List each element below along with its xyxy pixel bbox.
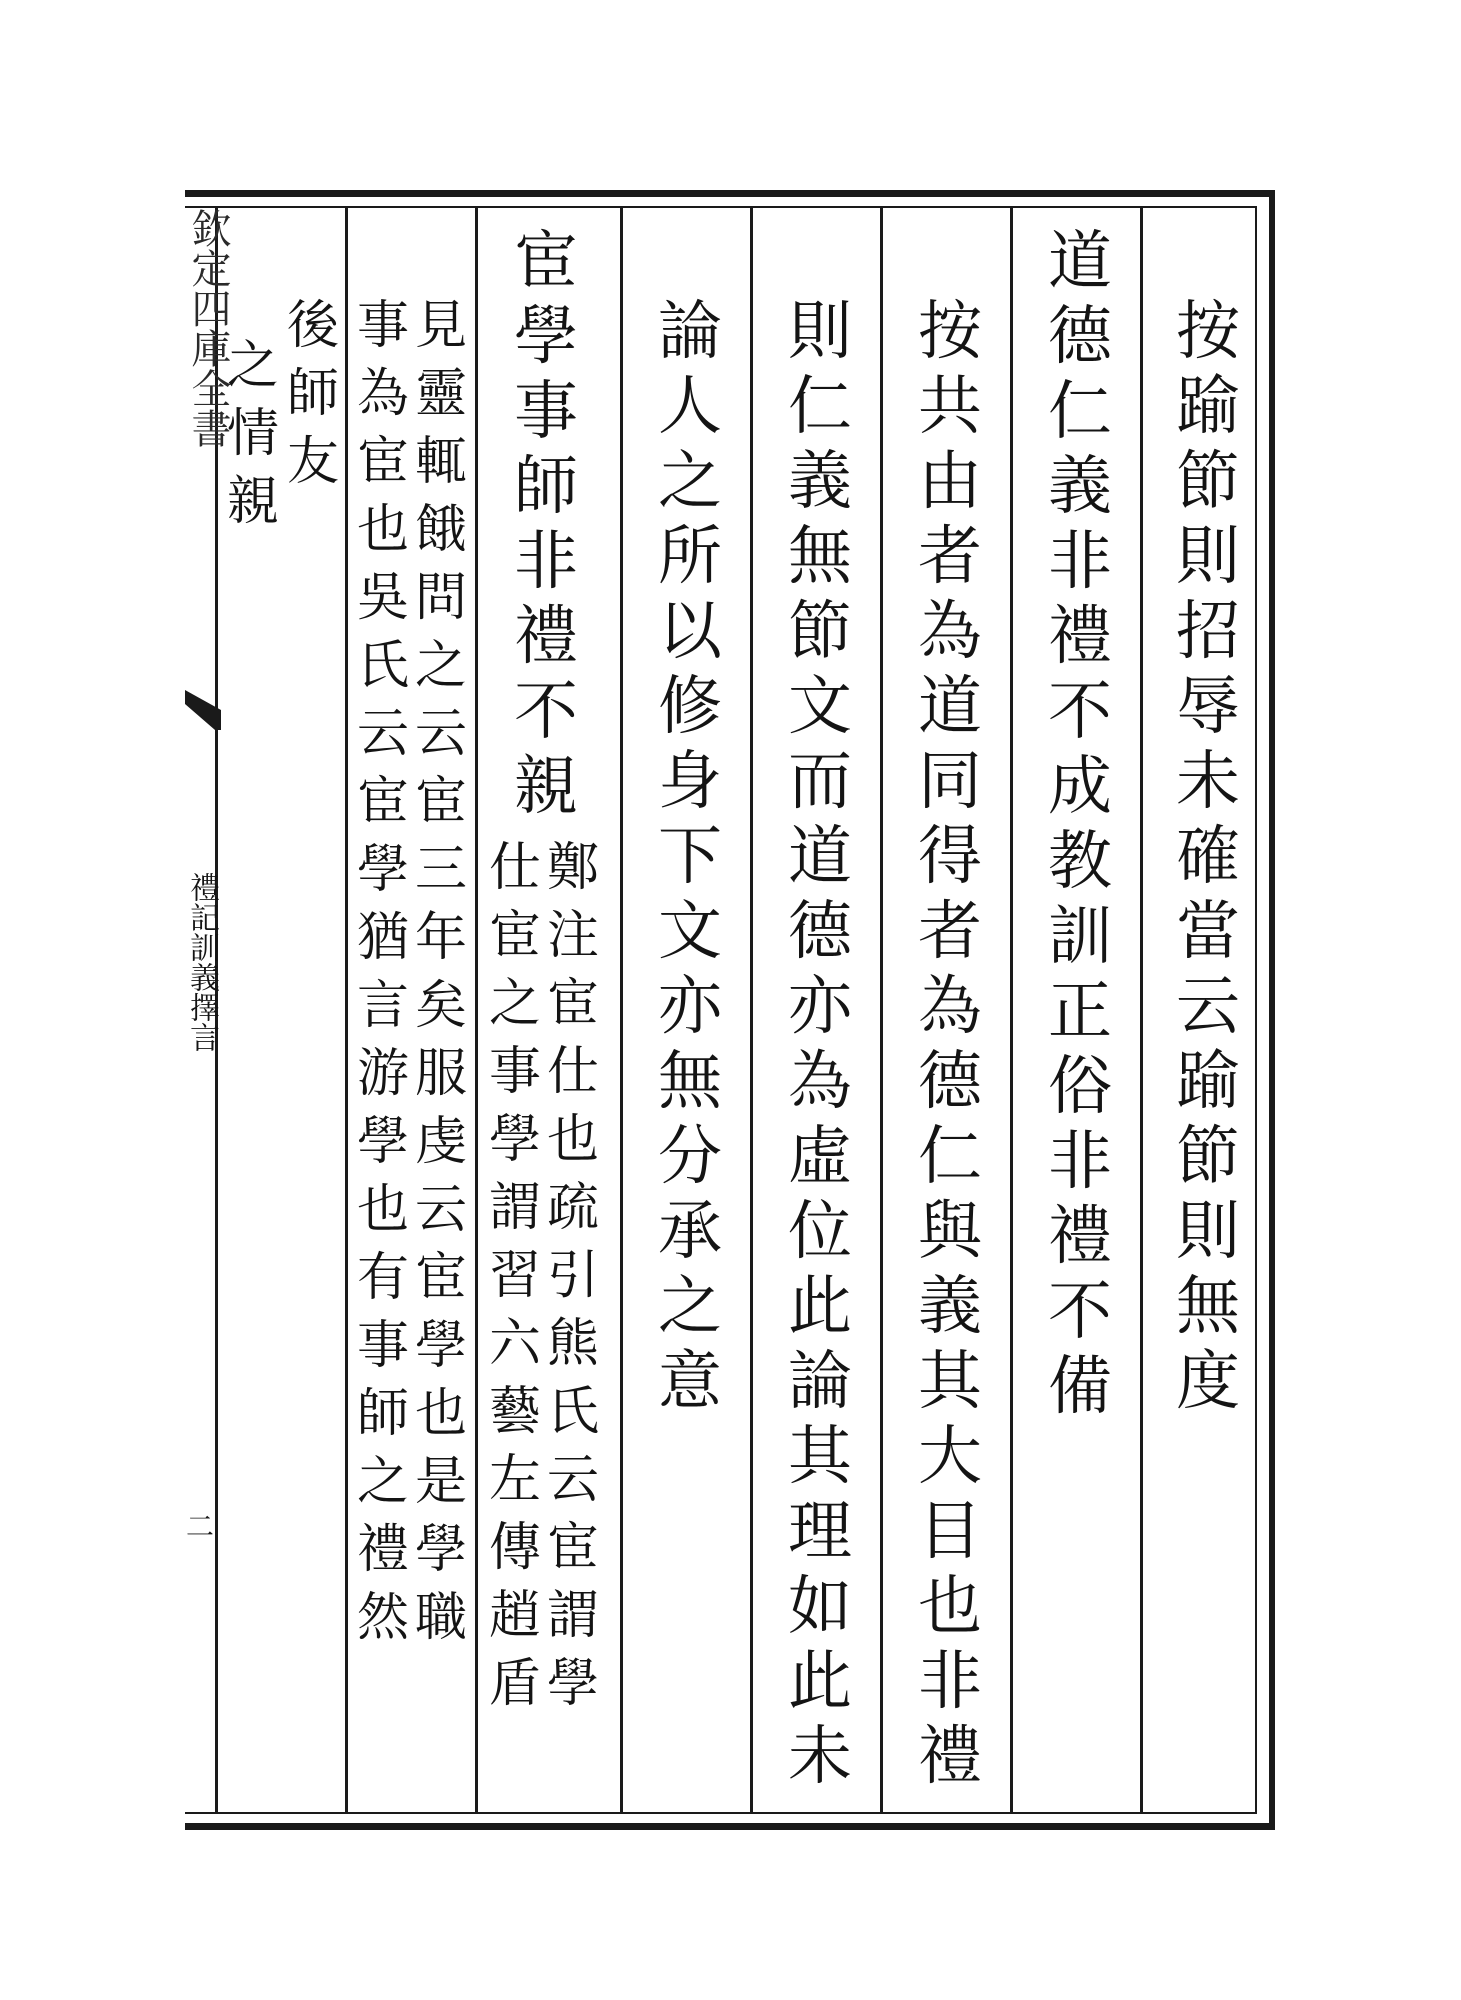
glyph: 習: [488, 1246, 541, 1306]
glyph: 年: [414, 908, 467, 968]
glyph: 德: [788, 895, 852, 969]
glyph: 仕: [546, 1042, 599, 1102]
glyph: 矣: [414, 976, 467, 1036]
glyph: 為: [918, 595, 982, 669]
glyph: 無: [788, 520, 852, 594]
glyph: 非: [1048, 525, 1112, 599]
glyph: 共: [918, 370, 982, 444]
glyph: 禮: [918, 1720, 982, 1794]
glyph: 友: [286, 432, 339, 492]
glyph: 而: [788, 745, 852, 819]
text-column: [1042, 225, 1118, 1430]
glyph: 道: [918, 670, 982, 744]
column-rule: [620, 206, 623, 1814]
glyph: 虛: [788, 1120, 852, 1194]
glyph: 之: [488, 974, 541, 1034]
glyph: 餓: [414, 500, 467, 560]
glyph: 也: [414, 1384, 467, 1444]
annotation-column: [355, 296, 411, 1660]
glyph: 修: [658, 670, 722, 744]
glyph: 教: [1048, 825, 1112, 899]
glyph: 也: [356, 500, 409, 560]
glyph: 備: [1048, 1350, 1112, 1424]
glyph: 藝: [488, 1382, 541, 1442]
glyph: 文: [788, 670, 852, 744]
glyph: 後: [286, 296, 339, 356]
glyph: 德: [1048, 300, 1112, 374]
glyph: 三: [414, 840, 467, 900]
glyph: 以: [658, 595, 722, 669]
glyph: 德: [918, 1045, 982, 1119]
glyph: 事: [356, 296, 409, 356]
text-column-main: [508, 225, 584, 830]
glyph: 承: [658, 1195, 722, 1269]
glyph: 與: [918, 1195, 982, 1269]
glyph: 事: [356, 1316, 409, 1376]
text-column: [782, 295, 858, 1800]
glyph: 服: [414, 1044, 467, 1104]
glyph: 之: [356, 1452, 409, 1512]
glyph: 正: [1048, 975, 1112, 1049]
fold-top-text: 欽定四庫全書: [185, 208, 231, 448]
glyph: 分: [658, 1120, 722, 1194]
glyph: 謂: [546, 1586, 599, 1646]
glyph: 道: [1048, 225, 1112, 299]
glyph: 同: [918, 745, 982, 819]
glyph: 學: [356, 1112, 409, 1172]
glyph: 之: [226, 336, 279, 396]
glyph: 所: [658, 520, 722, 594]
glyph: 則: [1176, 520, 1240, 594]
glyph: 則: [788, 295, 852, 369]
glyph: 學: [414, 1316, 467, 1376]
glyph: 六: [488, 1314, 541, 1374]
glyph: 仁: [1048, 375, 1112, 449]
glyph: 游: [356, 1044, 409, 1104]
glyph: 為: [356, 364, 409, 424]
book-title-text: 禮記訓義擇言: [184, 872, 219, 1052]
glyph: 禮: [356, 1520, 409, 1580]
glyph: 謂: [488, 1178, 541, 1238]
glyph: 按: [918, 295, 982, 369]
glyph: 師: [514, 450, 578, 524]
glyph: 踰: [1176, 1045, 1240, 1119]
glyph: 宦: [546, 974, 599, 1034]
glyph: 論: [658, 295, 722, 369]
annotation-column: [225, 336, 281, 544]
glyph: 非: [918, 1645, 982, 1719]
text-column: [652, 295, 728, 1425]
glyph: 疏: [546, 1178, 599, 1238]
glyph: 道: [788, 820, 852, 894]
glyph: 盾: [488, 1654, 541, 1714]
glyph: 下: [658, 820, 722, 894]
glyph: 無: [1176, 1270, 1240, 1344]
glyph: 未: [1176, 745, 1240, 819]
glyph: 無: [658, 1045, 722, 1119]
glyph: 此: [788, 1645, 852, 1719]
glyph: 是: [414, 1452, 467, 1512]
column-rule: [880, 206, 883, 1814]
glyph: 非: [514, 525, 578, 599]
glyph: 云: [546, 1450, 599, 1510]
glyph: 不: [514, 675, 578, 749]
glyph: 靈: [414, 364, 467, 424]
text-column: [912, 295, 988, 1800]
glyph: 宦: [414, 1248, 467, 1308]
glyph: 度: [1176, 1345, 1240, 1419]
fold-book-title: [182, 872, 220, 1052]
glyph: 宦: [546, 1518, 599, 1578]
glyph: 辱: [1176, 670, 1240, 744]
glyph: 大: [918, 1420, 982, 1494]
glyph: 宦: [356, 432, 409, 492]
glyph: 按: [1176, 295, 1240, 369]
glyph: 確: [1176, 820, 1240, 894]
glyph: 宦: [488, 906, 541, 966]
glyph: 學: [356, 840, 409, 900]
column-rule: [1010, 206, 1013, 1814]
glyph: 輒: [414, 432, 467, 492]
glyph: 有: [356, 1248, 409, 1308]
glyph: 踰: [1176, 370, 1240, 444]
glyph: 親: [514, 750, 578, 824]
glyph: 節: [788, 595, 852, 669]
glyph: 也: [356, 1180, 409, 1240]
glyph: 引: [546, 1246, 599, 1306]
glyph: 傳: [488, 1518, 541, 1578]
glyph: 節: [1176, 1120, 1240, 1194]
glyph: 不: [1048, 675, 1112, 749]
glyph: 義: [788, 445, 852, 519]
glyph: 親: [226, 472, 279, 532]
glyph: 義: [918, 1270, 982, 1344]
glyph: 成: [1048, 750, 1112, 824]
glyph: 文: [658, 895, 722, 969]
glyph: 宦: [356, 772, 409, 832]
glyph: 人: [658, 370, 722, 444]
glyph: 禮: [1048, 600, 1112, 674]
column-rule: [1140, 206, 1143, 1814]
glyph: 師: [286, 364, 339, 424]
fishtail-mark: [185, 690, 221, 730]
glyph: 職: [414, 1588, 467, 1648]
annotation-column: [487, 838, 543, 1726]
glyph: 左: [488, 1450, 541, 1510]
glyph: 由: [918, 445, 982, 519]
glyph: 之: [414, 636, 467, 696]
glyph: 趙: [488, 1586, 541, 1646]
glyph: 云: [356, 704, 409, 764]
glyph: 身: [658, 745, 722, 819]
glyph: 亦: [658, 970, 722, 1044]
glyph: 論: [788, 1345, 852, 1419]
glyph: 為: [918, 970, 982, 1044]
glyph: 之: [658, 1270, 722, 1344]
glyph: 禮: [1048, 1200, 1112, 1274]
annotation-column: [285, 296, 341, 504]
glyph: 注: [546, 906, 599, 966]
glyph: 也: [546, 1110, 599, 1170]
glyph: 位: [788, 1195, 852, 1269]
text-column: [1170, 295, 1246, 1425]
glyph: 熊: [546, 1314, 599, 1374]
glyph: 則: [1176, 1195, 1240, 1269]
glyph: 仕: [488, 838, 541, 898]
glyph: 學: [546, 1654, 599, 1714]
glyph: 此: [788, 1270, 852, 1344]
glyph: 禮: [514, 600, 578, 674]
glyph: 云: [1176, 970, 1240, 1044]
column-rule: [750, 206, 753, 1814]
glyph: 師: [356, 1384, 409, 1444]
glyph: 吳: [356, 568, 409, 628]
glyph: 目: [918, 1495, 982, 1569]
column-rule: [475, 206, 478, 1814]
glyph: 言: [356, 976, 409, 1036]
annotation-column: [413, 296, 469, 1660]
column-rule: [345, 206, 348, 1814]
glyph: 學: [514, 300, 578, 374]
glyph: 得: [918, 820, 982, 894]
glyph: 不: [1048, 1275, 1112, 1349]
glyph: 之: [658, 445, 722, 519]
glyph: 然: [356, 1588, 409, 1648]
glyph: 其: [788, 1420, 852, 1494]
glyph: 宦: [514, 225, 578, 299]
glyph: 亦: [788, 970, 852, 1044]
glyph: 訓: [1048, 900, 1112, 974]
glyph: 為: [788, 1045, 852, 1119]
glyph: 事: [514, 375, 578, 449]
glyph: 也: [918, 1570, 982, 1644]
fold-page-number: 二: [186, 1510, 215, 1543]
glyph: 氏: [546, 1382, 599, 1442]
glyph: 義: [1048, 450, 1112, 524]
glyph: 俗: [1048, 1050, 1112, 1124]
glyph: 氏: [356, 636, 409, 696]
glyph: 學: [488, 1110, 541, 1170]
glyph: 見: [414, 296, 467, 356]
glyph: 仁: [788, 370, 852, 444]
glyph: 猶: [356, 908, 409, 968]
glyph: 節: [1176, 445, 1240, 519]
glyph: 意: [658, 1345, 722, 1419]
glyph: 仁: [918, 1120, 982, 1194]
glyph: 宦: [414, 772, 467, 832]
glyph: 其: [918, 1345, 982, 1419]
glyph: 鄭: [546, 838, 599, 898]
glyph: 者: [918, 895, 982, 969]
glyph: 情: [226, 404, 279, 464]
glyph: 非: [1048, 1125, 1112, 1199]
annotation-column: [545, 838, 601, 1726]
glyph: 云: [414, 704, 467, 764]
glyph: 當: [1176, 895, 1240, 969]
glyph: 虔: [414, 1112, 467, 1172]
glyph: 未: [788, 1720, 852, 1794]
glyph: 事: [488, 1042, 541, 1102]
glyph: 招: [1176, 595, 1240, 669]
glyph: 云: [414, 1180, 467, 1240]
glyph: 學: [414, 1520, 467, 1580]
glyph: 理: [788, 1495, 852, 1569]
glyph: 者: [918, 520, 982, 594]
glyph: 問: [414, 568, 467, 628]
glyph: 如: [788, 1570, 852, 1644]
